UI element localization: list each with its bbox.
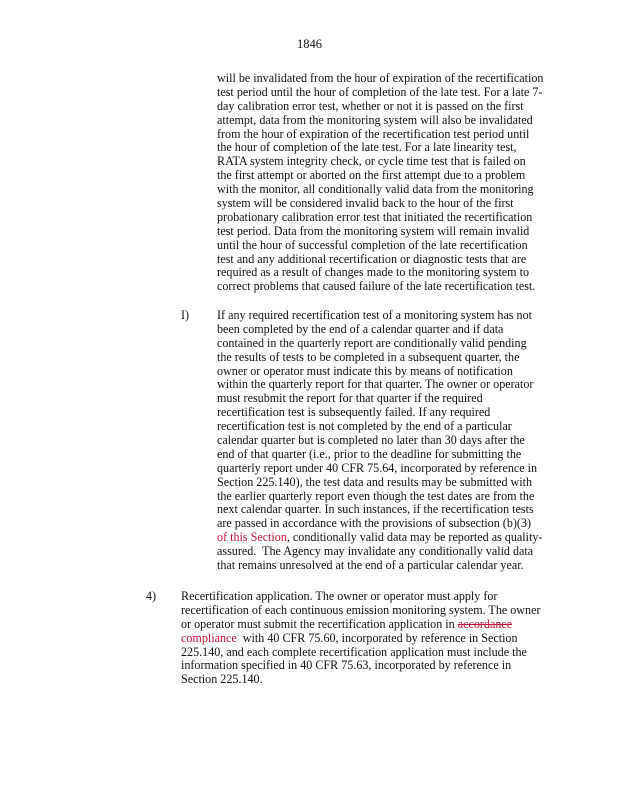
- item-label-4: 4): [146, 589, 157, 603]
- text-line: [181, 618, 540, 632]
- item-label-l: I): [181, 308, 190, 322]
- text-segment: the earlier quarterly report even though the test dates are from the: [217, 488, 535, 503]
- text-line: [217, 141, 543, 155]
- text-segment: calendar quarter but is completed no later than 30 days after the: [217, 433, 525, 448]
- text-line: [217, 323, 542, 337]
- page-number: 1846: [297, 37, 322, 51]
- text-segment: required as a result of changes made to the monitoring system to: [217, 265, 530, 280]
- text-line: [217, 378, 542, 392]
- text-line: [217, 225, 543, 239]
- text-segment: assured. The Agency may invalidate any conditionally valid data: [217, 544, 534, 559]
- text-segment: correct problems that caused failure of the late recertification test.: [217, 279, 536, 294]
- text-segment: attempt, data from the monitoring system will also be invalidated: [217, 112, 533, 127]
- text-line: [217, 128, 543, 142]
- text-segment: owner or operator must indicate this by means of notification: [217, 363, 513, 378]
- text-line: [217, 545, 542, 559]
- text-line: [217, 517, 542, 531]
- text-line: [217, 86, 543, 100]
- text-segment: RATA system integrity check, or cycle time test that is failed on: [217, 154, 526, 169]
- inserted-text: of this Section: [217, 530, 287, 545]
- text-line: [217, 559, 542, 573]
- text-line: [217, 462, 542, 476]
- text-segment: day calibration error test, whether or not it is passed on the first: [217, 98, 524, 113]
- text-line: [217, 406, 542, 420]
- text-line: [217, 72, 543, 86]
- deleted-text: accordance: [457, 616, 513, 631]
- text-line: [217, 211, 543, 225]
- text-segment: quarterly report under 40 CFR 75.64, incorporated by reference in: [217, 460, 538, 475]
- text-segment: 225.140, and each complete recertification application must include the: [181, 644, 527, 659]
- paragraph-item-l: [217, 309, 542, 573]
- text-segment: Recertification application. The owner or operator must apply for: [181, 589, 498, 603]
- text-segment: Section 225.140.: [181, 672, 263, 687]
- text-line: [181, 632, 540, 646]
- inserted-text: compliance: [181, 630, 237, 645]
- text-line: [217, 100, 543, 114]
- text-line: [217, 253, 543, 267]
- text-segment: test period until the hour of completion of the late test. For a late 7-: [217, 84, 543, 99]
- text-segment: within the quarterly report for that quarter. The owner or operator: [217, 377, 534, 392]
- text-segment: until the hour of successful completion of the late recertification: [217, 237, 528, 252]
- text-segment: next calendar quarter. In such instances, if the recertification tests: [217, 502, 534, 517]
- text-line: [217, 420, 542, 434]
- text-line: [217, 503, 542, 517]
- text-line: [181, 673, 540, 687]
- text-segment: information specified in 40 CFR 75.63, incorporated by reference in: [181, 658, 512, 673]
- text-line: [181, 646, 540, 660]
- text-segment: from the hour of expiration of the recertification test period until: [217, 126, 530, 141]
- text-line: [217, 490, 542, 504]
- text-segment: probationary calibration error test that initiated the recertification: [217, 209, 533, 224]
- text-segment: are passed in accordance with the provisions of subsection (b)(3): [217, 516, 532, 531]
- paragraph-item-4: [181, 590, 540, 687]
- text-segment: system will be considered invalid back to the hour of the first: [217, 196, 514, 211]
- text-segment: been completed by the end of a calendar quarter and if data: [217, 321, 504, 336]
- text-line: [217, 239, 543, 253]
- text-line: [181, 604, 540, 618]
- text-segment: the results of tests to be completed in a subsequent quarter, the: [217, 349, 520, 364]
- text-line: [217, 183, 543, 197]
- text-line: [217, 476, 542, 490]
- text-segment: with 40 CFR 75.60, incorporated by reference in Section: [236, 630, 518, 645]
- text-segment: with the monitor, all conditionally valid data from the monitoring: [217, 182, 534, 197]
- text-line: [217, 280, 543, 294]
- text-line: [217, 266, 543, 280]
- text-segment: recertification test is subsequently failed. If any required: [217, 405, 491, 420]
- text-segment: the hour of completion of the late test. For a late linearity test,: [217, 140, 517, 155]
- text-segment: If any required recertification test of a monitoring system has not: [217, 308, 533, 322]
- text-segment: , conditionally valid data may be reported as quality-: [286, 530, 543, 545]
- text-segment: the first attempt or aborted on the first attempt due to a problem: [217, 168, 526, 183]
- text-line: [217, 197, 543, 211]
- text-line: [217, 114, 543, 128]
- text-segment: contained in the quarterly report are conditionally valid pending: [217, 335, 527, 350]
- text-line: [217, 155, 543, 169]
- text-segment: recertification of each continuous emission monitoring system. The owner: [181, 602, 541, 617]
- text-segment: recertification test is not completed by the end of a particular: [217, 419, 512, 434]
- text-line: [217, 351, 542, 365]
- paragraph-continuation: [217, 72, 543, 294]
- text-line: [217, 309, 542, 323]
- text-line: [217, 169, 543, 183]
- text-segment: that remains unresolved at the end of a particular calendar year.: [217, 558, 524, 573]
- text-line: [181, 590, 540, 604]
- text-segment: test and any additional recertification or diagnostic tests that are: [217, 251, 527, 266]
- text-segment: or operator must submit the recertification application in: [181, 616, 458, 631]
- text-line: [181, 659, 540, 673]
- text-line: [217, 337, 542, 351]
- text-line: [217, 531, 542, 545]
- text-line: [217, 365, 542, 379]
- text-segment: end of that quarter (i.e., prior to the deadline for submitting the: [217, 446, 522, 461]
- text-segment: Section 225.140), the test data and results may be submitted with: [217, 474, 533, 489]
- text-line: [217, 448, 542, 462]
- text-line: [217, 434, 542, 448]
- text-segment: will be invalidated from the hour of expiration of the recertification: [217, 71, 544, 85]
- text-line: [217, 392, 542, 406]
- text-segment: test period. Data from the monitoring system will remain invalid: [217, 223, 530, 238]
- text-segment: must resubmit the report for that quarter if the required: [217, 391, 483, 406]
